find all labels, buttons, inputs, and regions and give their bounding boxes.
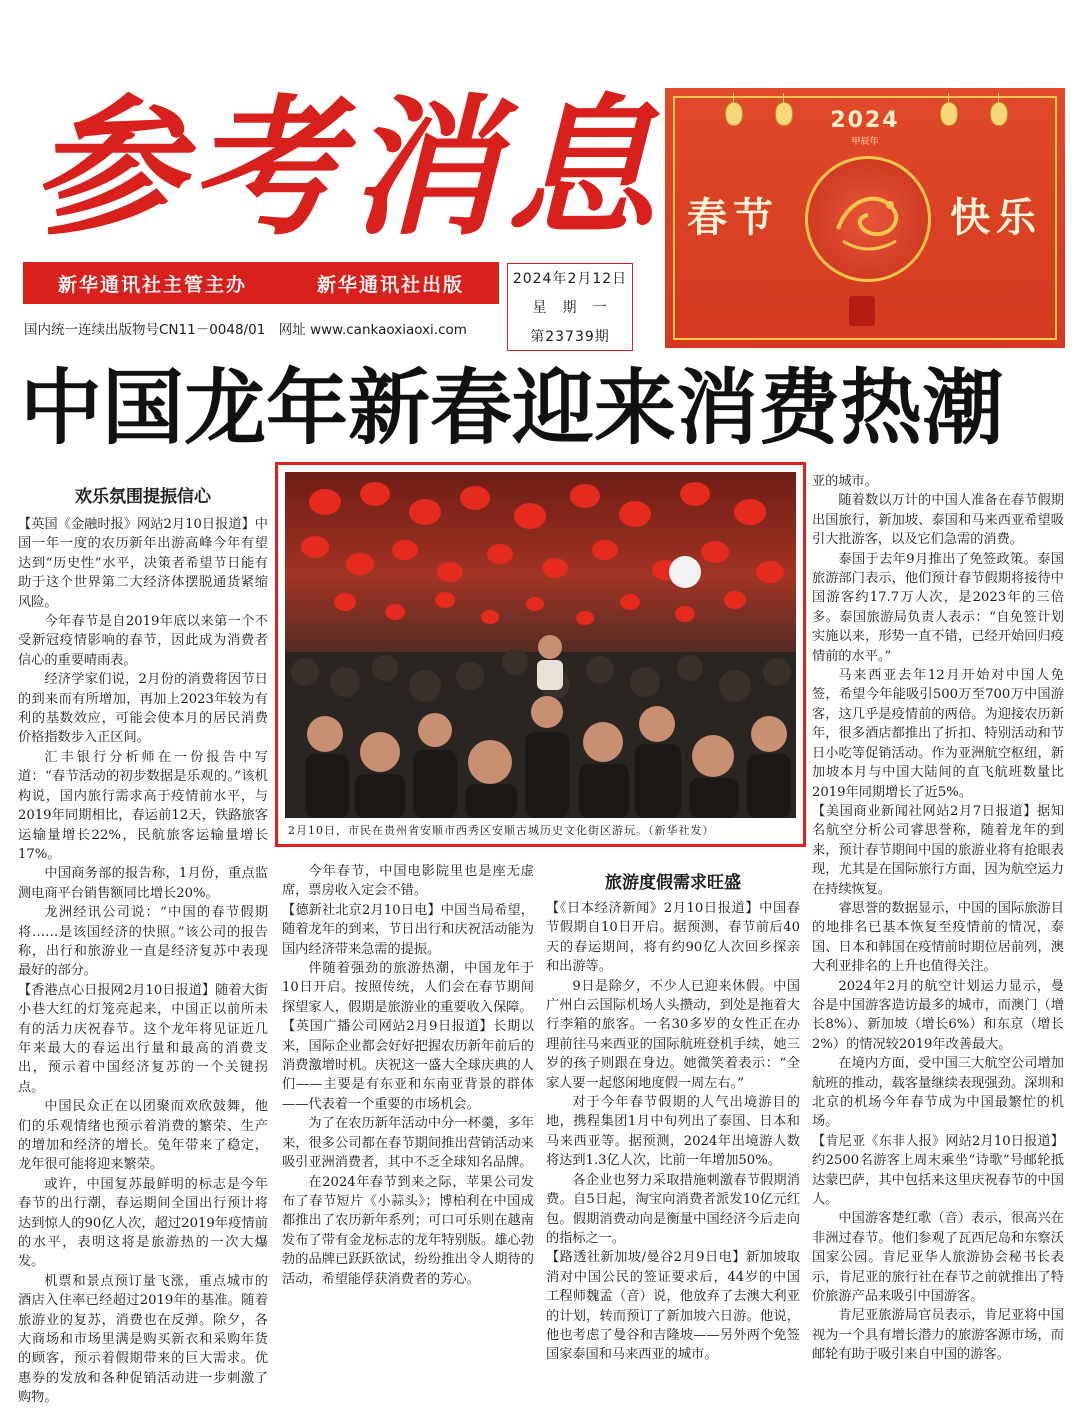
- paragraph: 随着数以万计的中国人准备在春节假期出国旅行，新加坡、泰国和马来西亚希望吸引大批游客，以及它们急需的消费。: [812, 493, 1064, 548]
- paragraph: 机票和景点预订量飞涨，重点城市的酒店入住率已经超过2019年的基准。随着旅游业的复苏，消费也在反弹。除夕，各大商场和市场里满是购买新衣和采购年货的顾客，预示着假期带来的巨大需求。优惠券的发放和各种促销活动进一步刺激了购物。: [18, 1273, 268, 1406]
- publisher-banner: [23, 262, 499, 304]
- paragraph: 睿思誉的数据显示，中国的国际旅游目的地排名已基本恢复至疫情前的情况，泰国、日本和韩国在疫情前时期位居前列，澳大利亚排名的上升也值得关注。: [812, 900, 1064, 975]
- paragraph: 中国民众正在以团聚而欢欣鼓舞，他们的乐观情绪也预示着消费的繁荣、生产的增加和经济的增长。兔年带来了稳定，龙年很可能将迎来繁荣。: [18, 1099, 268, 1173]
- paragraph: 【美国商业新闻社网站2月7日报道】据知名航空分析公司睿思誉称，随着龙年的到来，预计春节期间中国的旅游业将有抢眼表现，尤其是在国际旅行方面，因为航空运力在持续恢复。: [812, 803, 1064, 897]
- paragraph: 中国商务部的报告称，1月份，重点监测电商平台销售额同比增长20%。: [18, 866, 268, 901]
- paragraph: 在境内方面，受中国三大航空公司增加航班的推动，载客量继续表现强劲。深圳和北京的机场今年春节成为中国最繁忙的机场。: [812, 1056, 1064, 1130]
- paragraph: 中国游客楚红歌（音）表示，很高兴在非洲过春节。他们参观了瓦西尼岛和东察沃国家公园。肯尼亚华人旅游协会秘书长表示，肯尼亚的旅行社在春节之前就推出了特价旅游产品来吸引中国游客。: [812, 1211, 1064, 1305]
- issue-number: 第23739期: [530, 328, 610, 345]
- column-1: [18, 482, 268, 1406]
- paragraph: 【英国《金融时报》网站2月10日报道】中国一年一度的农历新年出游高峰今年有望达到“历史性”水平，决策者希望节日能有助于这个世界第二大经济体摆脱通货紧缩风险。: [18, 517, 268, 610]
- ad-greeting-right: 快乐: [950, 194, 1042, 241]
- photo-frame: [275, 462, 806, 847]
- paragraph: 今年春节是自2019年底以来第一个不受新冠疫情影响的春节，因此成为消费者信心的重要晴雨表。: [18, 614, 268, 668]
- paragraph: 为了在农历新年活动中分一杯羹，多年来，很多公司都在春节期间推出营销活动来吸引亚洲消费者，其中不乏全球知名品牌。: [282, 1116, 534, 1171]
- issue-date: 2024年2月12日: [512, 271, 628, 288]
- paragraph: 各企业也努力采取措施刺激春节假期消费。自5日起，淘宝向消费者派发10亿元红包。假期消费动向是衡量中国经济今后走向的指标之一。: [546, 1172, 800, 1246]
- ad-greeting-left: 春节: [687, 194, 779, 241]
- paragraph: 泰国于去年9月推出了免签政策。泰国旅游部门表示，他们预计春节假期将接待中国游客约17.7万人次，是2023年的三倍多。泰国旅游局负责人表示：“自免签计划实施以来，形势一直不错，已经开始回归疫情前的水平。”: [812, 551, 1064, 664]
- paragraph: 【肯尼亚《东非人报》网站2月10日报道】约2500名游客上周末乘坐“诗歌”号邮轮抵达蒙巴萨，其中包括来这里庆祝春节的中国人。: [812, 1133, 1064, 1208]
- column-1-body: [18, 515, 268, 1406]
- paragraph: 马来西亚去年12月开始对中国人免签，希望今年能吸引500万至700万中国游客，这几乎是疫情前的两倍。为迎接农历新年，很多酒店都推出了折扣、特别活动和节日小吃等促销活动。作为亚洲航空枢纽，新加坡本月与中国大陆间的直飞航班数量比2019年同期增长了近5%。: [812, 668, 1064, 800]
- column-4-body: [812, 472, 1064, 1362]
- subhead-travel: 旅游度假需求旺盛: [605, 873, 741, 893]
- column-2-body: [282, 862, 534, 1362]
- paragraph: 【香港点心日报网2月10日报道】随着大街小巷大红的灯笼亮起来，中国正以前所未有的活力庆祝春节。这个龙年将见证近几年来最大的春运出行量和最高的消费支出，预示着中国经济复苏的一个关键拐点。: [18, 982, 268, 1095]
- paragraph: 【德新社北京2月10日电】中国当局希望，随着龙年的到来，节日出行和庆祝活动能为国内经济带来急需的提振。: [282, 902, 534, 957]
- date-box: [507, 263, 633, 351]
- issue-weekday: 星 期 一: [532, 299, 608, 316]
- main-headline: 中国龙年新春迎来消费热潮: [20, 361, 1005, 456]
- paragraph: 今年春节，中国电影院里也是座无虚席，票房收入定会不错。: [282, 864, 534, 899]
- column-3: [546, 868, 800, 1363]
- paragraph: 【《日本经济新闻》2月10日报道】中国春节假期自10日开启。据预测，春节前后40天的春运期间，将有约90亿人次回乡探亲和出游等。: [546, 901, 800, 975]
- column-3-body: [546, 899, 800, 1363]
- paragraph: 【英国广播公司网站2月9日报道】长期以来，国际企业都会好好把握农历新年前后的消费激增时机。庆祝这一盛大全球庆典的人们——主要是有东亚和东南亚背景的群体——代表着一个重要的市场机会。: [282, 1019, 534, 1112]
- ad-year-sub: 甲辰年: [851, 137, 879, 147]
- paragraph: 伴随着强劲的旅游热潮，中国龙年于10日开启。按照传统，人们会在春节期间探望家人，假期是旅游业的重要收入保障。: [282, 961, 534, 1015]
- photo-caption: 2月10日，市民在贵州省安顺市西秀区安顺古城历史文化街区游玩。（新华社发）: [288, 824, 715, 837]
- paragraph: 或许，中国复苏最鲜明的标志是今年春节的出行潮，春运期间全国出行预计将达到惊人的90亿人次，超过2019年疫情前的水平，表明这将是旅游热的一次大爆发。: [18, 1176, 268, 1270]
- paragraph: 亚的城市。: [812, 474, 878, 489]
- paragraph: 在2024年春节到来之际，苹果公司发布了春节短片《小蒜头》；博柏利在中国成都推出了农历新年系列；可口可乐则在越南发布了带有金龙标志的龙年特别版。雄心勃勃的品牌已跃跃欲试，纷纷推出令人期待的活动，希望能俘获消费者的芳心。: [282, 1174, 534, 1287]
- banner-right: 新华通讯社出版: [316, 273, 464, 296]
- dragon-medallion-icon: [805, 156, 931, 282]
- ad-year: 2024: [830, 108, 900, 133]
- masthead-title: 参考消息: [32, 80, 665, 256]
- paragraph: 龙洲经讯公司说：“中国的春节假期将……是该国经济的快照。”该公司的报告称，出行和旅游业一直是经济复苏中表现最好的部分。: [18, 905, 268, 979]
- street-crowd-photo: [285, 472, 796, 818]
- paragraph: 对于今年春节假期的人气出境游目的地，携程集团1月中旬列出了泰国、日本和马来西亚等。据预测，2024年出境游人数将达到1.3亿人次，比前一年增加50%。: [546, 1095, 800, 1169]
- paragraph: 经济学家们说，2月份的消费将因节日的到来而有所增加，再加上2023年较为有利的基数效应，可能会使本月的居民消费价格指数步入正区间。: [18, 672, 268, 746]
- publication-info: 国内统一连续出版物号CN11－0048/01 网址 www.cankaoxiaoxi.com: [24, 322, 467, 338]
- paragraph: 9日是除夕，不少人已迎来休假。中国广州白云国际机场人头攒动，到处是拖着大行李箱的旅客。一名30多岁的女性正在办理前往马来西亚的国际航班登机手续，她三岁的孩子则跟在身边。她微笑着表示：“全家人要一起悠闲地度假一周左右。”: [546, 978, 800, 1091]
- subhead-atmosphere: 欢乐氛围提振信心: [75, 487, 211, 507]
- banner-left: 新华通讯社主管主办: [57, 273, 247, 296]
- seal-stamp-icon: [849, 296, 875, 326]
- paragraph: 2024年2月的航空计划运力显示，曼谷是中国游客造访最多的城市，而澳门（增长8%）、新加坡（增长6%）和东京（增长2%）的情况较2019年改善最大。: [812, 978, 1064, 1052]
- paragraph: 肯尼亚旅游局官员表示，肯尼亚将中国视为一个具有增长潜力的旅游客源市场，而邮轮有助于吸引来自中国的游客。: [812, 1308, 1064, 1363]
- paragraph: 【路透社新加坡/曼谷2月9日电】新加坡取消对中国公民的签证要求后，44岁的中国工程师魏孟（音）说，他放弃了去澳大利亚的计划，转而预订了新加坡六日游。他说，他也考虑了曼谷和吉隆坡——另外两个免签国家泰国和马来西亚的城市。: [546, 1250, 800, 1363]
- paragraph: 汇丰银行分析师在一份报告中写道：“春节活动的初步数据是乐观的。”该机构说，国内旅行需求高于疫情前水平，与2019年同期相比，春运前12天，铁路旅客运输量增长22%，民航旅客运输量增长17%。: [18, 749, 268, 862]
